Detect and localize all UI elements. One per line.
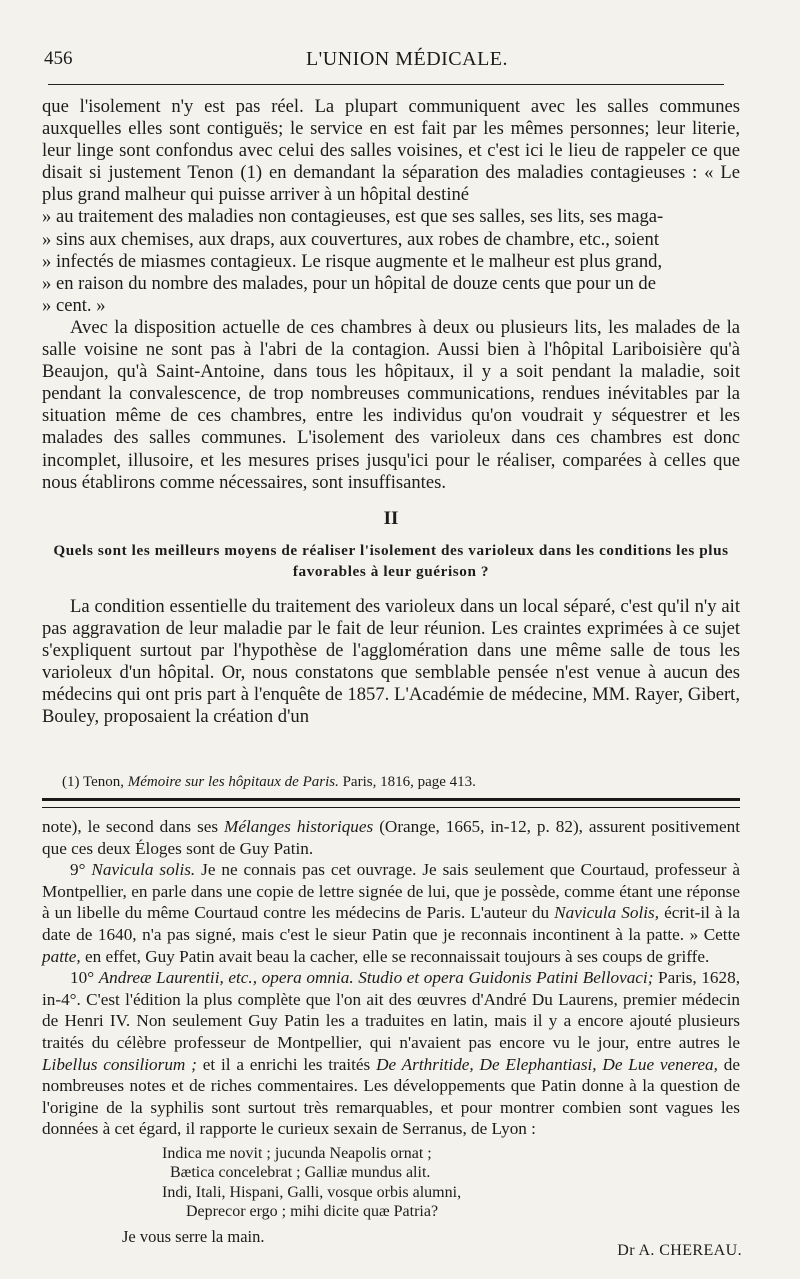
- footnote-suffix: Paris, 1816, page 413.: [338, 774, 476, 790]
- text-span: et il a enrichi les traités: [196, 1054, 377, 1074]
- paragraph-item-10: [42, 967, 740, 1140]
- quote-line-1: » au traitement des maladies non contagieuses, est que ses salles, ses lits, ses maga-: [42, 206, 664, 228]
- text-span: Paris, 1628, in-4°. C'est l'édition la plus complète que l'on ait des œuvres d'André Du Laurens, premier médecin de Henri IV. Non seulement Guy Patin les a traduites en latin, mais il y a encore ajouté plusieurs traités du célèbre professeur de Montpellier, qui n'avaient pas encore vu le jour, entre autres le: [42, 968, 741, 1052]
- text-span: 10°: [70, 968, 99, 988]
- quote-line-4: » en raison du nombre des malades, pour un hôpital de douze cents que pour un de: [42, 272, 656, 294]
- feuilleton-rule: [42, 798, 740, 808]
- section-heading: Quels sont les meilleurs moyens de réaliser l'isolement des varioleux dans les conditions les plus favorables à leur guérison ?: [53, 541, 729, 580]
- text-span: de nombreuses notes et de riches commentaires. Les développements que Patin donne à la question de l'origine de la syphilis sont surtout très remarquables, et pour montrer combien sont vagues les données à cet égard, il rapporte le curieux sexain de Serranus, de Lyon :: [42, 1054, 741, 1139]
- book-title: De Arthritide, De Elephantiasi, De Lue venerea,: [376, 1054, 718, 1074]
- text-span: note), le second dans ses: [42, 817, 225, 836]
- article-body: [42, 96, 740, 728]
- closing-line: Je vous serre la main.: [122, 1226, 265, 1246]
- footnote: [62, 774, 476, 791]
- footnote-prefix: (1) Tenon,: [62, 774, 128, 790]
- emphasis-word: patte,: [42, 946, 81, 966]
- text-span: écrit-il à la date de 1640, n'a pas signé, mais c'est le sieur Patin que je reconnais incontinent à la patte. » Cette: [42, 903, 741, 944]
- book-title: Andreæ Laurentii, etc., opera omnia. Studio et opera Guidonis Patini Bellovaci;: [98, 968, 654, 988]
- section-number: II: [383, 507, 399, 529]
- paragraph-note: [42, 816, 740, 859]
- book-title: Mélanges historiques: [224, 817, 374, 836]
- quote-line-5: » cent. »: [42, 294, 106, 316]
- journal-title: L'UNION MÉDICALE.: [305, 48, 509, 70]
- paragraph-item-9: [42, 859, 740, 967]
- text-span: (Orange, 1665, in-12, p. 82), assurent positivement que ces deux Éloges sont de Guy Patin.: [42, 817, 741, 858]
- book-title: Libellus consiliorum ;: [42, 1054, 197, 1074]
- paragraph-condition: La condition essentielle du traitement des varioleux dans un local séparé, c'est qu'il n'y ait pas aggravation de leur maladie par le fait de leur réunion. Les craintes exprimées à ce sujet s'expliquent surtout par l'hypothèse de l'agglomération dans une même salle de tous les varioleux d'un hôpital. Or, nous constatons que semblable pensée n'est venue à aucun des médecins qui ont pris part à l'enquête de 1857. L'Académie de médecine, MM. Rayer, Gibert, Bouley, proposaient la création d'un: [42, 595, 740, 728]
- header-rule: [48, 84, 724, 85]
- page-number: 456: [44, 48, 73, 69]
- author-signature: Dr A. CHEREAU.: [617, 1242, 742, 1259]
- feuilleton-body: [42, 816, 740, 1248]
- footnote-title: Mémoire sur les hôpitaux de Paris.: [127, 774, 339, 790]
- paragraph-disposition: Avec la disposition actuelle de ces chambres à deux ou plusieurs lits, les malades de la salle voisine ne sont pas à l'abri de la contagion. Aussi bien à l'hôpital Lariboisière qu'à Beaujon, qu'à Saint-Antoine, dans tous les hôpitaux, il y a soit pendant la maladie, soit pendant la convalescence, de trop nombreuses communications, rendues inévitables par la situation même de ces chambres, entre les individus qu'on voudrait y séquestrer et les malades des salles communes. L'isolement des varioleux dans ces chambres est donc incomplet, illusoire, et les mesures prises jusqu'ici pour le réaliser, comparées à celles que nous établirons comme nécessaires, sont insuffisantes.: [42, 316, 740, 493]
- quote-line-2: » sins aux chemises, aux draps, aux couvertures, aux robes de chambre, etc., soient: [42, 228, 660, 250]
- book-title: Navicula Solis,: [554, 903, 660, 923]
- text-span: en effet, Guy Patin avait beau la cacher, elle se reconnaissait toujours à ses coups de griffe.: [80, 946, 710, 966]
- verse-line: Indi, Itali, Hispani, Galli, vosque orbis alumni,: [162, 1183, 462, 1201]
- book-title: Navicula solis.: [91, 860, 196, 880]
- verse-line: Deprecor ergo ; mihi dicite quæ Patria?: [186, 1203, 439, 1221]
- page-header: [44, 48, 770, 74]
- verse-line: Indica me novit ; jucunda Neapolis ornat ;: [162, 1144, 432, 1162]
- paragraph-isolement: que l'isolement n'y est pas réel. La plupart communiquent avec les salles communes auxquelles elles sont contiguës; le service en est fait par les mêmes personnes; leur literie, leur linge sont confondus avec celui des salles voisines, et c'est ici le lieu de rappeler ce que disait si justement Tenon (1) en demandant la séparation des maladies contagieuses : « Le plus grand malheur qui puisse arriver à un hôpital destiné: [42, 96, 740, 206]
- quote-line-3: » infectés de miasmes contagieux. Le risque augmente et le malheur est plus grand,: [42, 250, 663, 272]
- text-span: 9°: [70, 860, 92, 880]
- verse-sexain: [42, 1144, 740, 1222]
- verse-line: Bætica concelebrat ; Galliæ mundus alit.: [170, 1164, 431, 1182]
- text-span: Je ne connais pas cet ouvrage. Je sais seulement que Courtaud, professeur à Montpellier, en parle dans une copie de lettre signée de lui, que je possède, comme étant une réponse à un libelle du même Courtaud contre les médecins de Paris. L'auteur du: [42, 860, 741, 923]
